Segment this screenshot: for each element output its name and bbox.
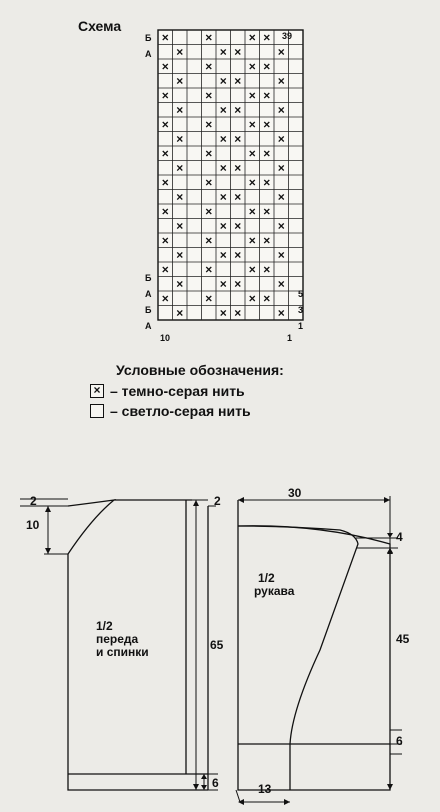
chart-cell-dark: × <box>263 30 271 45</box>
chart-cell-dark: × <box>277 160 285 175</box>
chart-cell-dark: × <box>263 233 271 248</box>
legend-title: Условные обозначения: <box>116 362 284 378</box>
chart-cell-dark: × <box>263 262 271 277</box>
legend-light-label: – светло-серая нить <box>110 403 251 419</box>
chart-cell-dark: × <box>205 88 213 103</box>
dim-neck-depth: 10 <box>26 518 40 532</box>
chart-cell-dark: × <box>234 131 242 146</box>
body-label-3: и спинки <box>96 645 149 659</box>
legend-dark-label: – темно-серая нить <box>110 383 245 399</box>
chart-cell-dark: × <box>277 189 285 204</box>
chart-cell-dark: × <box>205 117 213 132</box>
col-number-1: 1 <box>287 333 293 343</box>
chart-cell-dark: × <box>277 247 285 262</box>
chart-cell-dark: × <box>219 218 227 233</box>
dim-top-left: 2 <box>30 494 37 508</box>
chart-cell-dark: × <box>161 233 169 248</box>
row-number-3: 3 <box>298 305 304 315</box>
chart-cell-dark: × <box>205 204 213 219</box>
dim-sleeve-height: 45 <box>396 632 410 646</box>
sleeve-piece-outline <box>238 500 390 790</box>
chart-cell-dark: × <box>277 276 285 291</box>
chart-cell-dark: × <box>248 59 256 74</box>
chart-cell-dark: × <box>176 305 184 320</box>
chart-cell-dark: × <box>234 218 242 233</box>
chart-cell-dark: × <box>248 291 256 306</box>
chart-cell-dark: × <box>277 73 285 88</box>
chart-cell-dark: × <box>176 247 184 262</box>
chart-cell-dark: × <box>219 189 227 204</box>
sleeve-label-1: 1/2 <box>258 571 275 585</box>
dim-sleeve-cuff: 6 <box>396 734 403 748</box>
row-letter: А <box>145 289 152 299</box>
chart-cell-dark: × <box>263 146 271 161</box>
dim-sleeve-bottom: 13 <box>258 782 272 796</box>
chart-cell-dark: × <box>161 204 169 219</box>
chart-cell-dark: × <box>176 44 184 59</box>
chart-cell-dark: × <box>234 102 242 117</box>
page-title: Схема <box>78 18 122 34</box>
chart-cell-dark: × <box>219 247 227 262</box>
chart-cell-dark: × <box>234 305 242 320</box>
chart-cell-dark: × <box>248 88 256 103</box>
chart-cell-dark: × <box>176 102 184 117</box>
dim-hem: 6 <box>212 776 219 790</box>
row-letter: Б <box>145 305 152 315</box>
chart-cell-dark: × <box>248 175 256 190</box>
chart-cell-dark: × <box>161 291 169 306</box>
chart-cell-dark: × <box>248 146 256 161</box>
chart-cell-dark: × <box>205 233 213 248</box>
chart-cell-dark: × <box>205 146 213 161</box>
chart-cell-dark: × <box>219 44 227 59</box>
chart-cell-dark: × <box>219 276 227 291</box>
chart-cell-dark: × <box>248 117 256 132</box>
chart-cell-dark: × <box>205 59 213 74</box>
chart-cell-dark: × <box>161 30 169 45</box>
row-letter: А <box>145 49 152 59</box>
chart-cell-dark: × <box>248 30 256 45</box>
chart-cell-dark: × <box>219 305 227 320</box>
chart-cell-dark: × <box>219 73 227 88</box>
chart-cell-dark: × <box>234 247 242 262</box>
chart-cell-dark: × <box>176 160 184 175</box>
chart-cell-dark: × <box>248 262 256 277</box>
sleeve-arrows <box>238 497 393 805</box>
row-number-5: 5 <box>298 289 304 299</box>
chart-cell-dark: × <box>205 175 213 190</box>
chart-cell-dark: × <box>176 218 184 233</box>
chart-cell-dark: × <box>176 276 184 291</box>
chart-cell-dark: × <box>161 262 169 277</box>
chart-cell-dark: × <box>263 204 271 219</box>
chart-cell-dark: × <box>263 175 271 190</box>
chart-cell-dark: × <box>277 102 285 117</box>
chart-cell-dark: × <box>248 233 256 248</box>
row-number-39: 39 <box>282 31 293 41</box>
dim-height: 65 <box>210 638 224 652</box>
chart-cell-dark: × <box>161 146 169 161</box>
dim-top-right: 2 <box>214 494 221 508</box>
legend-dark-swatch: × <box>90 384 104 398</box>
chart-cell-dark: × <box>234 189 242 204</box>
chart-cell-dark: × <box>205 291 213 306</box>
chart-cell-dark: × <box>277 218 285 233</box>
body-label-2: переда <box>96 632 139 646</box>
row-letter: Б <box>145 273 152 283</box>
chart-cell-dark: × <box>277 131 285 146</box>
chart-cell-dark: × <box>176 189 184 204</box>
chart-cell-dark: × <box>176 73 184 88</box>
chart-cell-dark: × <box>234 44 242 59</box>
chart-cell-dark: × <box>219 160 227 175</box>
chart-cell-dark: × <box>248 204 256 219</box>
row-number-1: 1 <box>298 321 304 331</box>
col-number-10: 10 <box>160 333 171 343</box>
chart-cell-dark: × <box>263 59 271 74</box>
chart-cell-dark: × <box>219 131 227 146</box>
chart-cell-dark: × <box>161 59 169 74</box>
dim-sleeve-width: 30 <box>288 486 302 500</box>
chart-cell-dark: × <box>234 73 242 88</box>
chart-cell-dark: × <box>234 160 242 175</box>
chart-cell-dark: × <box>205 262 213 277</box>
body-label-1: 1/2 <box>96 619 113 633</box>
chart-cell-dark: × <box>161 117 169 132</box>
chart-cell-dark: × <box>263 88 271 103</box>
chart-cell-dark: × <box>161 175 169 190</box>
chart-cell-dark: × <box>277 44 285 59</box>
chart-cell-dark: × <box>277 305 285 320</box>
chart-cell-dark: × <box>176 131 184 146</box>
chart-cell-dark: × <box>219 102 227 117</box>
row-letter: Б <box>145 33 152 43</box>
sleeve-label-2: рукава <box>254 584 295 598</box>
chart-cell-dark: × <box>263 117 271 132</box>
chart-cell-dark: × <box>205 30 213 45</box>
sleeve-dimension-lines <box>236 496 402 802</box>
chart-cell-dark: × <box>161 88 169 103</box>
chart-cell-dark: × <box>234 276 242 291</box>
row-letter: А <box>145 321 152 331</box>
dim-sleeve-cap: 4 <box>396 530 403 544</box>
chart-cell-dark: × <box>263 291 271 306</box>
